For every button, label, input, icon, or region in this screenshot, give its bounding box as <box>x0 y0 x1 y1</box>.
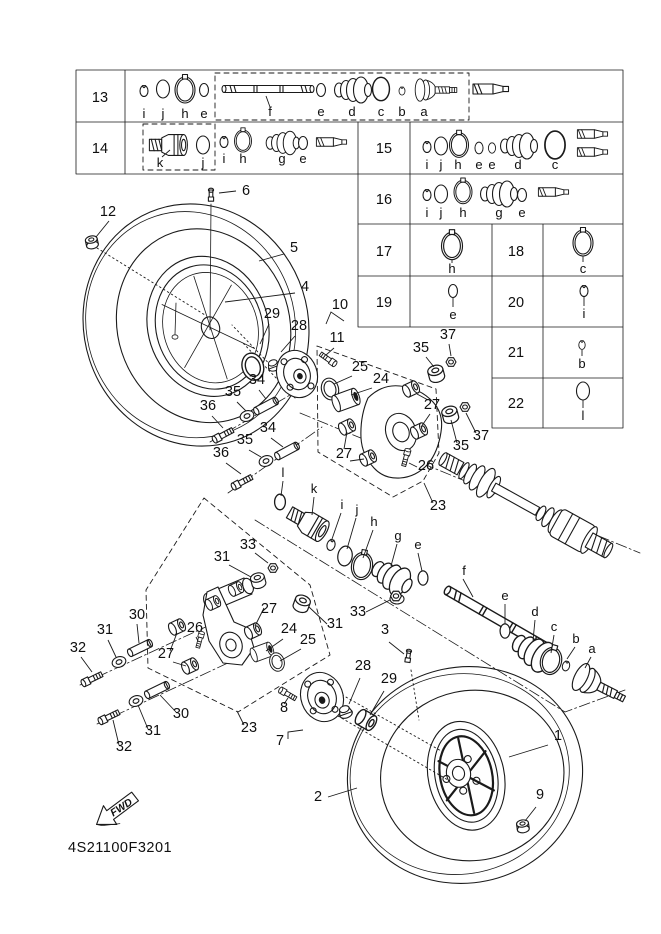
letter-b: b <box>572 631 580 646</box>
nut-37-upper-a <box>446 358 456 367</box>
callout-2: 2 <box>313 789 323 805</box>
drive-shaft-assembled <box>433 444 618 566</box>
part-letter: h <box>454 157 462 172</box>
letter-g: g <box>394 528 402 543</box>
row-16-number: 16 <box>375 192 393 208</box>
callout-35-c: 35 <box>412 340 430 356</box>
part-letter: b <box>398 104 406 119</box>
letter-a: a <box>588 641 596 656</box>
collar-31-lower-b <box>292 593 312 614</box>
letter-l: l <box>281 465 285 480</box>
callout-31-c: 31 <box>144 723 162 739</box>
part-letter: e <box>317 104 325 119</box>
part-letter: j <box>439 205 443 220</box>
alignment-dotted-lines <box>97 248 448 780</box>
letter-j: j <box>355 502 359 517</box>
part-letter: a <box>420 104 428 119</box>
callout-37-a: 37 <box>439 327 457 343</box>
row-21-number: 21 <box>507 345 525 361</box>
callout-27-right: 27 <box>423 397 441 413</box>
collar-35-upper-a <box>427 364 446 384</box>
callout-25-lower: 25 <box>299 632 317 648</box>
part-letter: l <box>581 408 585 423</box>
callout-35-b: 35 <box>236 432 254 448</box>
callout-26-upper: 26 <box>417 458 435 474</box>
part-letter: i <box>222 151 226 166</box>
row-13-part-glyphs <box>140 75 509 108</box>
letter-e-1: e <box>414 537 422 552</box>
callout-31-d: 31 <box>326 616 344 632</box>
table-grid <box>76 70 623 428</box>
part-letter: e <box>200 106 208 121</box>
callout-8: 8 <box>279 700 289 716</box>
rim-pin-detail <box>175 303 176 334</box>
callout-4: 4 <box>300 279 310 295</box>
part-letter: e <box>518 205 526 220</box>
letter-f: f <box>462 563 466 578</box>
callout-27-lower-r: 27 <box>260 601 278 617</box>
part-letter: e <box>475 157 483 172</box>
callout-30-b: 30 <box>172 706 190 722</box>
collar-35-upper-b <box>441 405 460 425</box>
valve-stem-upper <box>208 188 213 201</box>
row-22-number: 22 <box>507 396 525 412</box>
part-letter: h <box>448 261 456 276</box>
part-letter: j <box>161 106 165 121</box>
part-letter: h <box>239 151 247 166</box>
nut-37-upper-b <box>460 403 470 412</box>
part-letter: h <box>459 205 467 220</box>
callout-6: 6 <box>241 183 251 199</box>
part-letter: i <box>142 106 146 121</box>
row-14-number: 14 <box>91 141 109 157</box>
part-letter: c <box>551 157 559 172</box>
parts-table <box>76 70 623 428</box>
callout-33-a: 33 <box>239 537 257 553</box>
callout-26-lower: 26 <box>186 620 204 636</box>
callout-9: 9 <box>535 787 545 803</box>
callout-5: 5 <box>289 240 299 256</box>
callout-34-a: 34 <box>248 372 266 388</box>
callout-29-lower: 29 <box>380 671 398 687</box>
letter-e-2: e <box>501 588 509 603</box>
part-letter: i <box>425 157 429 172</box>
callout-31-b: 31 <box>96 622 114 638</box>
callout-32-b: 32 <box>115 739 133 755</box>
callout-27-lower-l: 27 <box>157 646 175 662</box>
callout-33-b: 33 <box>349 604 367 620</box>
stud-bolt-11 <box>319 351 338 367</box>
part-letter: i <box>582 306 586 321</box>
part-letter: e <box>488 157 496 172</box>
callout-3: 3 <box>380 622 390 638</box>
part-letter: e <box>449 307 457 322</box>
part-letter: d <box>514 157 522 172</box>
callout-35-a: 35 <box>224 384 242 400</box>
part-letter: j <box>201 155 205 170</box>
callout-27-left: 27 <box>335 446 353 462</box>
part-letter: j <box>439 157 443 172</box>
callout-34-b: 34 <box>259 420 277 436</box>
fwd-arrow <box>90 788 143 834</box>
letter-h: h <box>370 514 378 529</box>
wheel-nut-9 <box>516 819 530 833</box>
callout-36-b: 36 <box>212 445 230 461</box>
row-19-number: 19 <box>375 295 393 311</box>
part-letter: c <box>579 261 587 276</box>
valve-stem-lower <box>405 649 412 663</box>
callout-24-upper: 24 <box>372 371 390 387</box>
row-13-number: 13 <box>91 90 109 106</box>
letter-c: c <box>550 619 558 634</box>
rear-wheel-lower <box>327 645 603 905</box>
footer <box>68 788 172 856</box>
part-letter: i <box>425 205 429 220</box>
letter-d: d <box>531 604 539 619</box>
main-diagram <box>52 174 640 905</box>
drawing-code: 4S21100F3201 <box>68 840 173 856</box>
callout-11: 11 <box>329 330 345 346</box>
part-letter: k <box>156 155 164 170</box>
callout-30-a: 30 <box>128 607 146 623</box>
part-letter: g <box>278 151 286 166</box>
row-18-number: 18 <box>507 244 525 260</box>
callout-31-a: 31 <box>213 549 231 565</box>
part-letter: b <box>578 356 586 371</box>
row-17-number: 17 <box>375 244 393 260</box>
callout-10: 10 <box>331 297 349 313</box>
part-letter: e <box>299 151 307 166</box>
valve-guide-line <box>210 204 211 330</box>
row-14-part-glyphs <box>149 128 346 157</box>
row-15-number: 15 <box>375 141 393 157</box>
row-16-part-glyphs <box>423 178 569 207</box>
fwd-label: FWD <box>108 796 135 820</box>
row-15-part-glyphs <box>423 130 608 159</box>
part-letter: d <box>348 104 356 119</box>
wheel-nut-12 <box>85 235 99 250</box>
callout-12: 12 <box>99 204 117 220</box>
callout-24-lower: 24 <box>280 621 298 637</box>
callout-32-a: 32 <box>69 640 87 656</box>
row-20-number: 20 <box>507 295 525 311</box>
callout-37-b: 37 <box>472 428 490 444</box>
callout-28-lower: 28 <box>354 658 372 674</box>
part-letter: g <box>495 205 503 220</box>
callout-23-upper: 23 <box>429 498 447 514</box>
callout-36-a: 36 <box>199 398 217 414</box>
nut-33-lower-a <box>268 564 278 573</box>
callout-35-d: 35 <box>452 438 470 454</box>
callout-1: 1 <box>553 728 563 744</box>
part-letter: h <box>181 106 189 121</box>
callout-7: 7 <box>275 733 285 749</box>
collar-29-lower <box>353 708 379 732</box>
callout-29-upper: 29 <box>263 306 281 322</box>
letter-k: k <box>310 481 318 496</box>
part-letter: c <box>377 104 385 119</box>
callout-28-upper: 28 <box>290 318 308 334</box>
letter-i: i <box>340 497 344 512</box>
callout-23-lower: 23 <box>240 720 258 736</box>
callout-25-upper: 25 <box>351 359 369 375</box>
part-letter: f <box>268 104 272 119</box>
